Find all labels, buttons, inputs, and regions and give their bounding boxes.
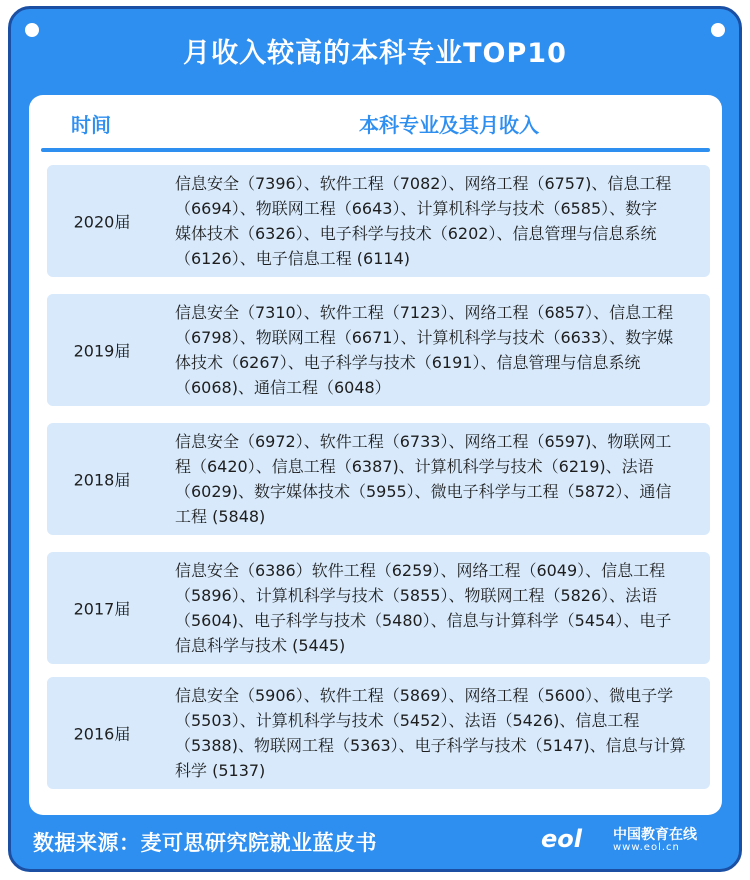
row-majors: 信息安全（6972）、软件工程（6733）、网络工程（6597)、物联网工 程（6420）、信息工程（6387)、计算机科学与技术（6219)、法语 （6029)、数字媒体技术（5955）、微电子科学与工程（5872）、通信 工程 (5848) (175, 432, 672, 526)
table-row (47, 294, 710, 406)
table-header (29, 95, 722, 147)
row-year: 2018届 (73, 470, 131, 490)
data-source: 数据来源：麦可思研究院就业蓝皮书 (33, 831, 377, 855)
row-majors: 信息安全（7310）、软件工程（7123）、网络工程（6857）、信息工程 （6798）、物联网工程（6671）、计算机科学与技术（6633）、数字媒 体技术（6267）、电子科学与技术（6191）、信息管理与信息系统 （6068)、通信工程（6048） (175, 303, 674, 397)
row-majors: 信息安全（6386）软件工程（6259）、网络工程（6049）、信息工程 （5896）、计算机科学与技术（5855）、物联网工程（5826）、法语 （5604)、电子科学与技术（5480）、信息与计算科学（5454）、电子 信息科学与技术 (5445) (175, 561, 672, 655)
logo-name: 中国教育在线 (613, 827, 697, 843)
row-year: 2017届 (73, 599, 131, 619)
logo-url: www.eol.cn (613, 842, 680, 853)
eol-logo (541, 823, 711, 859)
row-year: 2019届 (73, 341, 131, 361)
row-year: 2020届 (73, 212, 131, 232)
infographic-card (8, 6, 742, 872)
logo-mark: eol (541, 825, 582, 853)
page-title: 月收入较高的本科专业TOP10 (183, 38, 567, 69)
row-year: 2016届 (73, 724, 131, 744)
table-row (47, 677, 710, 789)
table-row (47, 552, 710, 664)
row-majors: 信息安全（5906）、软件工程（5869）、网络工程（5600）、微电子学 （5503）、计算机科学与技术（5452）、法语（5426)、信息工程 （5388)、物联网工程（5363）、电子科学与技术（5147)、信息与计算 科学 (5137) (175, 686, 686, 780)
header-divider (41, 148, 710, 152)
column-header-major: 本科专业及其月收入 (359, 113, 539, 137)
table-row (47, 165, 710, 277)
table-panel (29, 95, 722, 815)
row-majors: 信息安全（7396）、软件工程（7082）、网络工程（6757)、信息工程 （6694）、物联网工程（6643）、计算机科学与技术（6585）、数字 媒体技术（6326）、电子科学与技术（6202）、信息管理与信息系统 （6126）、电子信息工程 (6114) (175, 174, 672, 268)
table-row (47, 423, 710, 535)
column-header-time: 时间 (71, 113, 111, 137)
